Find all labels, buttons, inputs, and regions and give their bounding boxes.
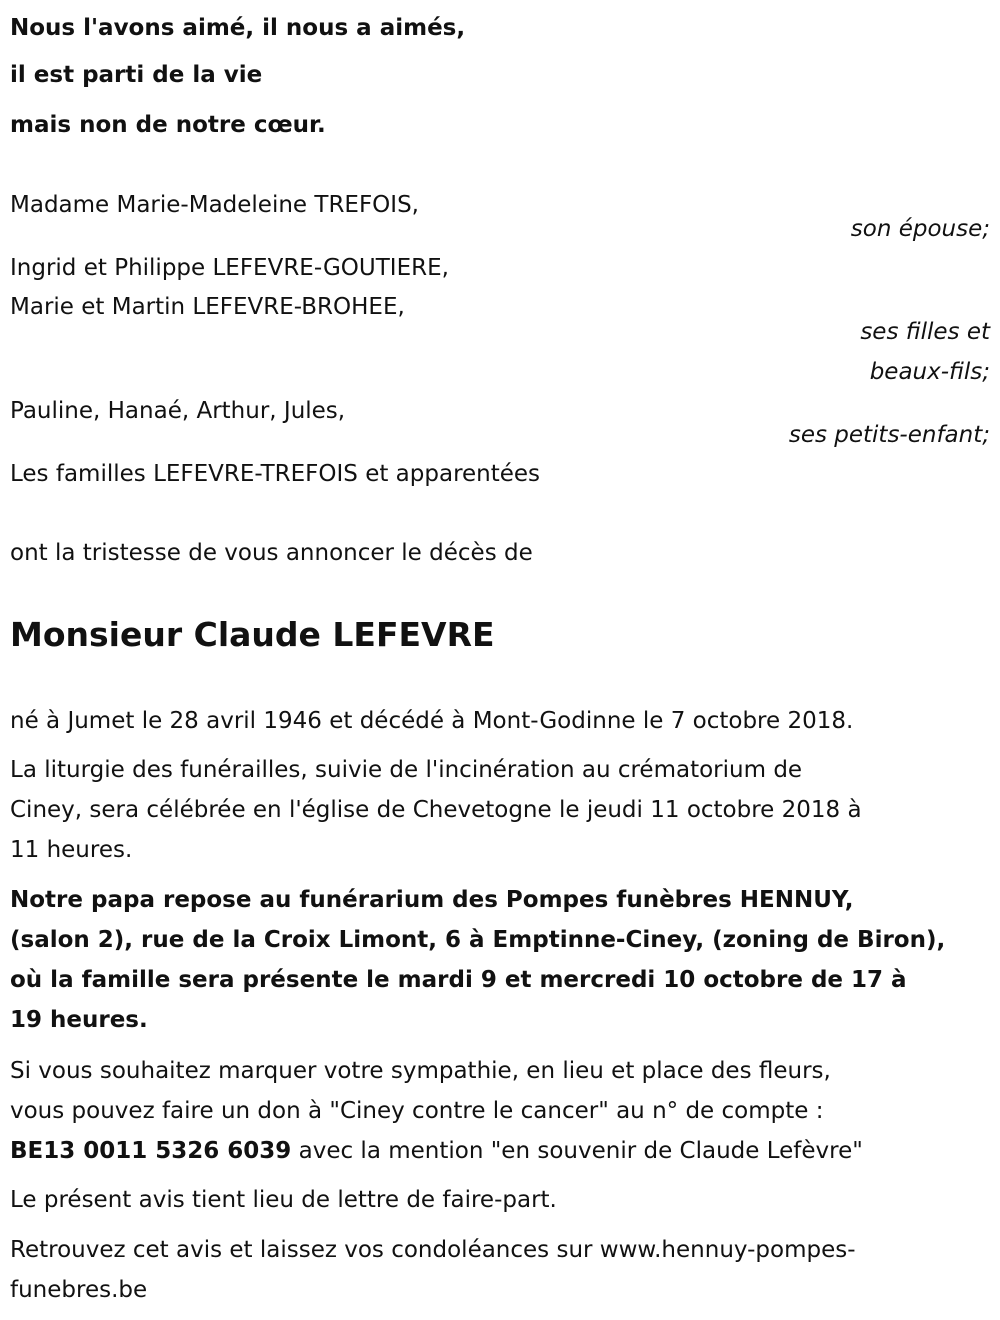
spouse-name: Madame Marie-Madeleine TREFOIS, <box>10 192 419 218</box>
donation-line: vous pouvez faire un don à "Ciney contre le cancer" au n° de compte : <box>10 1098 824 1124</box>
announcement: ont la tristesse de vous annoncer le décès de <box>10 540 533 566</box>
grandchildren-role: ses petits-enfant; <box>788 422 990 448</box>
spouse-role: son épouse; <box>850 216 990 242</box>
visitation-line: (salon 2), rue de la Croix Limont, 6 à Emptinne-Ciney, (zoning de Biron), <box>10 927 946 953</box>
children-role-1: ses filles et <box>860 319 990 345</box>
birth-death: né à Jumet le 28 avril 1946 et décédé à Mont-Godinne le 7 octobre 2018. <box>10 708 854 734</box>
child-1: Ingrid et Philippe LEFEVRE-GOUTIERE, <box>10 255 449 281</box>
donation-account-line <box>10 1136 863 1166</box>
grandchildren: Pauline, Hanaé, Arthur, Jules, <box>10 398 346 424</box>
notice: Le présent avis tient lieu de lettre de faire-part. <box>10 1187 557 1213</box>
condolences-line: Retrouvez cet avis et laissez vos condoléances sur www.hennuy-pompes- <box>10 1237 856 1263</box>
donation-line: Si vous souhaitez marquer votre sympathie, en lieu et place des fleurs, <box>10 1058 831 1084</box>
poem-line-3: mais non de notre cœur. <box>10 112 326 138</box>
deceased-name: Monsieur Claude LEFEVRE <box>10 615 495 654</box>
liturgy-line: La liturgie des funérailles, suivie de l'incinération au crématorium de <box>10 757 803 783</box>
donation-mention: avec la mention "en souvenir de Claude Lefèvre" <box>291 1138 863 1164</box>
liturgy-line: Ciney, sera célébrée en l'église de Chevetogne le jeudi 11 octobre 2018 à <box>10 797 862 823</box>
condolences-line: funebres.be <box>10 1277 148 1303</box>
visitation-line: 19 heures. <box>10 1007 148 1033</box>
families: Les familles LEFEVRE-TREFOIS et apparentées <box>10 461 541 487</box>
account-number: BE13 0011 5326 6039 <box>10 1138 292 1164</box>
children-role-2: beaux-fils; <box>869 359 990 385</box>
liturgy-line: 11 heures. <box>10 837 133 863</box>
visitation-line: Notre papa repose au funérarium des Pompes funèbres HENNUY, <box>10 887 854 913</box>
visitation-line: où la famille sera présente le mardi 9 et mercredi 10 octobre de 17 à <box>10 967 907 993</box>
child-2: Marie et Martin LEFEVRE-BROHEE, <box>10 294 405 320</box>
poem-line-2: il est parti de la vie <box>10 62 263 88</box>
poem-line-1: Nous l'avons aimé, il nous a aimés, <box>10 15 466 41</box>
